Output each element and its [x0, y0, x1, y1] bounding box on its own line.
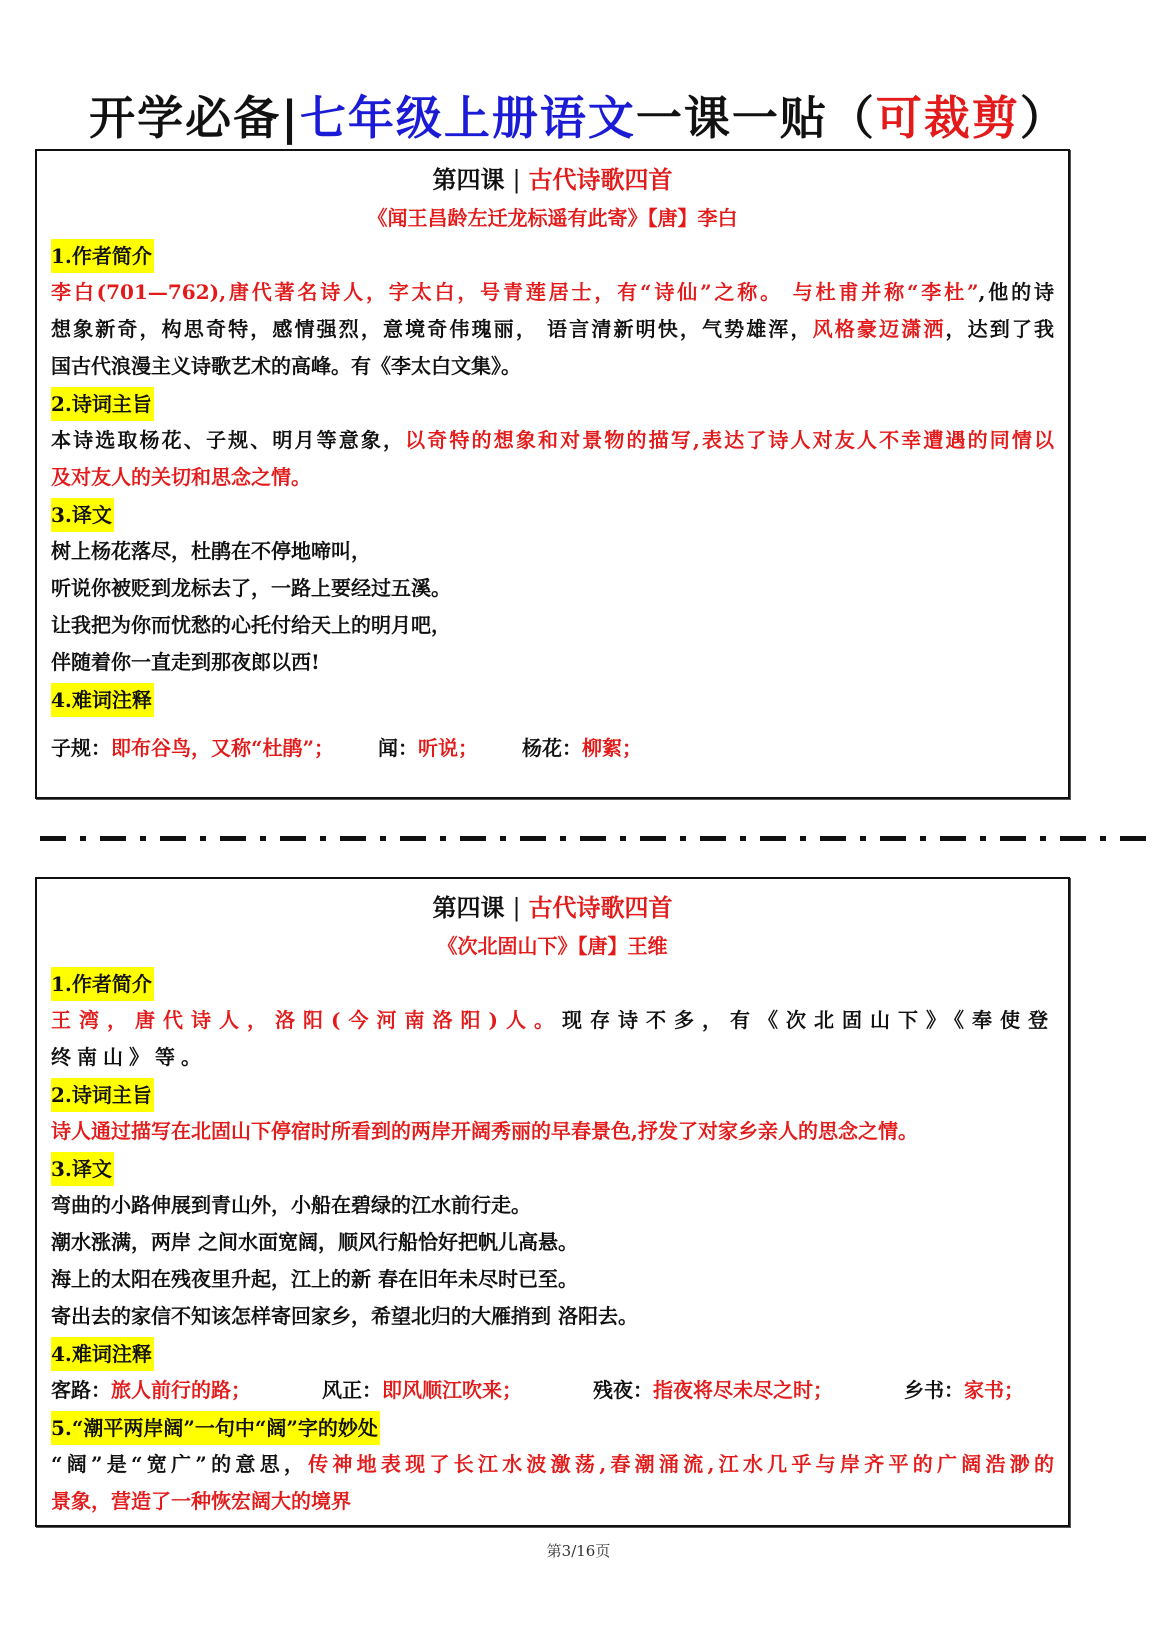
- text-segment: 伴随着你一直走到那夜郎以西!: [51, 650, 320, 674]
- glossary-definition: 柳絮；: [582, 736, 643, 760]
- glossary-item: [904, 1372, 1024, 1409]
- lesson-header: [51, 161, 1054, 199]
- text-segment: ，达到了我: [945, 317, 1055, 341]
- text-segment: 诗人通过描写在北固山下停宿时所看到的两岸开阔秀丽的早春景色,抒发了对家乡亲人的思念之情。: [51, 1119, 918, 1143]
- lesson-card-2: [35, 877, 1070, 1527]
- text-line: [51, 274, 1054, 311]
- text-segment: 本诗选取杨花、子规、明月等意象，: [51, 428, 406, 452]
- glossary-notes: [51, 730, 1054, 767]
- glossary-term: 子规：: [51, 736, 111, 760]
- glossary-item: [51, 1372, 251, 1409]
- cut-line-divider: [40, 836, 1157, 841]
- glossary-term: 杨花：: [522, 736, 583, 760]
- text-segment: 潮水涨满，两岸 之间水面宽阔，顺风行船恰好把帆儿高悬。: [51, 1230, 578, 1254]
- glossary-notes: [51, 1372, 1054, 1409]
- section: [51, 1335, 1054, 1372]
- text-line: [51, 459, 1054, 496]
- section-heading: 1.作者简介: [51, 967, 154, 1001]
- text-segment: 风格豪迈潇洒: [812, 317, 946, 341]
- section-heading: 3.译文: [51, 1152, 114, 1186]
- lesson-topic: 古代诗歌四首: [528, 893, 673, 922]
- title-part-3: 一课一贴（: [635, 91, 876, 145]
- text-segment: 海上的太阳在残夜里升起，江上的新 春在旧年未尽时已至。: [51, 1267, 578, 1291]
- section-heading: 1.作者简介: [51, 239, 154, 273]
- glossary-definition: 旅人前行的路；: [111, 1378, 251, 1402]
- text-segment: 李白(701—762),唐代著名诗人，字太白，号青莲居士，有“诗仙”之称。 与杜甫并称“李杜”: [51, 280, 979, 304]
- lesson-card-1: [35, 149, 1070, 799]
- section: [51, 1076, 1054, 1113]
- lesson-number: 第四课: [432, 893, 505, 922]
- text-segment: 让我把为你而忧愁的心托付给天上的明月吧，: [51, 613, 451, 637]
- glossary-item: [378, 730, 478, 767]
- title-part-1: 开学必备|: [89, 91, 300, 145]
- glossary-item: [522, 730, 642, 767]
- page-number: 第3/16页: [546, 1542, 611, 1560]
- section: [51, 965, 1054, 1002]
- poem-title: 《次北固山下》【唐】王维: [437, 934, 668, 958]
- text-segment: 现存诗不多，有《次北固山下》《奉使登: [561, 1008, 1054, 1032]
- text-segment: 终南山》等。: [51, 1045, 207, 1069]
- glossary-definition: 即布谷鸟，又称“杜鹃”；: [111, 736, 335, 760]
- text-line: [51, 1187, 1054, 1224]
- text-segment: “阔”是“宽广”的意思，: [51, 1452, 309, 1476]
- text-segment: 景象，营造了一种恢宏阔大的境界: [51, 1489, 351, 1513]
- text-line: [51, 422, 1054, 459]
- text-segment: 及对友人的关切和思念之情。: [51, 465, 311, 489]
- text-line: [51, 1002, 1054, 1039]
- text-segment: 以奇特的想象和对景物的描写,表达了诗人对友人不幸遭遇的同情以: [405, 428, 1055, 452]
- section: [51, 237, 1054, 274]
- section-heading: 2.诗词主旨: [51, 387, 154, 421]
- section-heading: 4.难词注释: [51, 1337, 154, 1371]
- glossary-term: 风正：: [322, 1378, 382, 1402]
- text-line: [51, 533, 1054, 570]
- section-heading: 5.“潮平两岸阔”一句中“阔”字的妙处: [51, 1411, 380, 1445]
- text-line: [51, 1261, 1054, 1298]
- text-line: [51, 1446, 1054, 1483]
- text-line: [51, 311, 1054, 348]
- glossary-item: [322, 1372, 522, 1409]
- glossary-definition: 听说；: [418, 736, 479, 760]
- section: [51, 1150, 1054, 1187]
- header-separator: |: [512, 166, 521, 194]
- lesson-topic: 古代诗歌四首: [528, 165, 673, 194]
- title-part-5: ）: [1019, 91, 1068, 145]
- glossary-definition: 家书；: [964, 1378, 1024, 1402]
- text-segment: 弯曲的小路伸展到青山外，小船在碧绿的江水前行走。: [51, 1193, 531, 1217]
- glossary-definition: 即风顺江吹来；: [382, 1378, 522, 1402]
- section-heading: 4.难词注释: [51, 683, 154, 717]
- text-line: [51, 1298, 1054, 1335]
- text-line: [51, 1483, 1054, 1520]
- title-part-4: 可裁剪: [875, 91, 1020, 145]
- glossary-item: [51, 730, 334, 767]
- text-line: [51, 348, 1054, 385]
- glossary-term: 残夜：: [593, 1378, 653, 1402]
- page-title: [0, 82, 1157, 148]
- glossary-definition: 指夜将尽未尽之时；: [653, 1378, 833, 1402]
- text-line: [51, 644, 1054, 681]
- section: [51, 1409, 1054, 1446]
- glossary-term: 闻：: [378, 736, 419, 760]
- lesson-header: [51, 889, 1054, 927]
- text-line: [51, 607, 1054, 644]
- text-line: [51, 1224, 1054, 1261]
- section-heading: 2.诗词主旨: [51, 1078, 154, 1112]
- section: [51, 385, 1054, 422]
- glossary-term: 客路：: [51, 1378, 111, 1402]
- section: [51, 681, 1054, 718]
- text-line: [51, 1113, 1054, 1150]
- glossary-term: 乡书：: [904, 1378, 964, 1402]
- text-segment: 树上杨花落尽，杜鹃在不停地啼叫，: [51, 539, 371, 563]
- text-segment: 王湾，唐代诗人，洛阳(今河南洛阳)人。: [51, 1008, 562, 1032]
- header-separator: |: [512, 894, 521, 922]
- text-line: [51, 1039, 1054, 1076]
- text-segment: 寄出去的家信不知该怎样寄回家乡，希望北归的大雁捎到 洛阳去。: [51, 1304, 638, 1328]
- text-segment: 传神地表现了长江水波激荡,春潮涌流,江水几乎与岸齐平的广阔浩渺的: [308, 1452, 1054, 1476]
- text-segment: ,他的诗: [978, 280, 1054, 304]
- text-line: [51, 570, 1054, 607]
- lesson-number: 第四课: [432, 165, 505, 194]
- text-segment: 国古代浪漫主义诗歌艺术的高峰。有《李太白文集》。: [51, 354, 521, 378]
- poem-title: 《闻王昌龄左迁龙标遥有此寄》【唐】李白: [367, 206, 738, 230]
- title-part-2: 七年级上册语文: [299, 91, 636, 145]
- section: [51, 496, 1054, 533]
- section-heading: 3.译文: [51, 498, 114, 532]
- text-segment: 想象新奇，构思奇特，感情强烈，意境奇伟瑰丽， 语言清新明快，气势雄浑，: [51, 317, 813, 341]
- text-segment: 听说你被贬到龙标去了，一路上要经过五溪。: [51, 576, 451, 600]
- glossary-item: [593, 1372, 833, 1409]
